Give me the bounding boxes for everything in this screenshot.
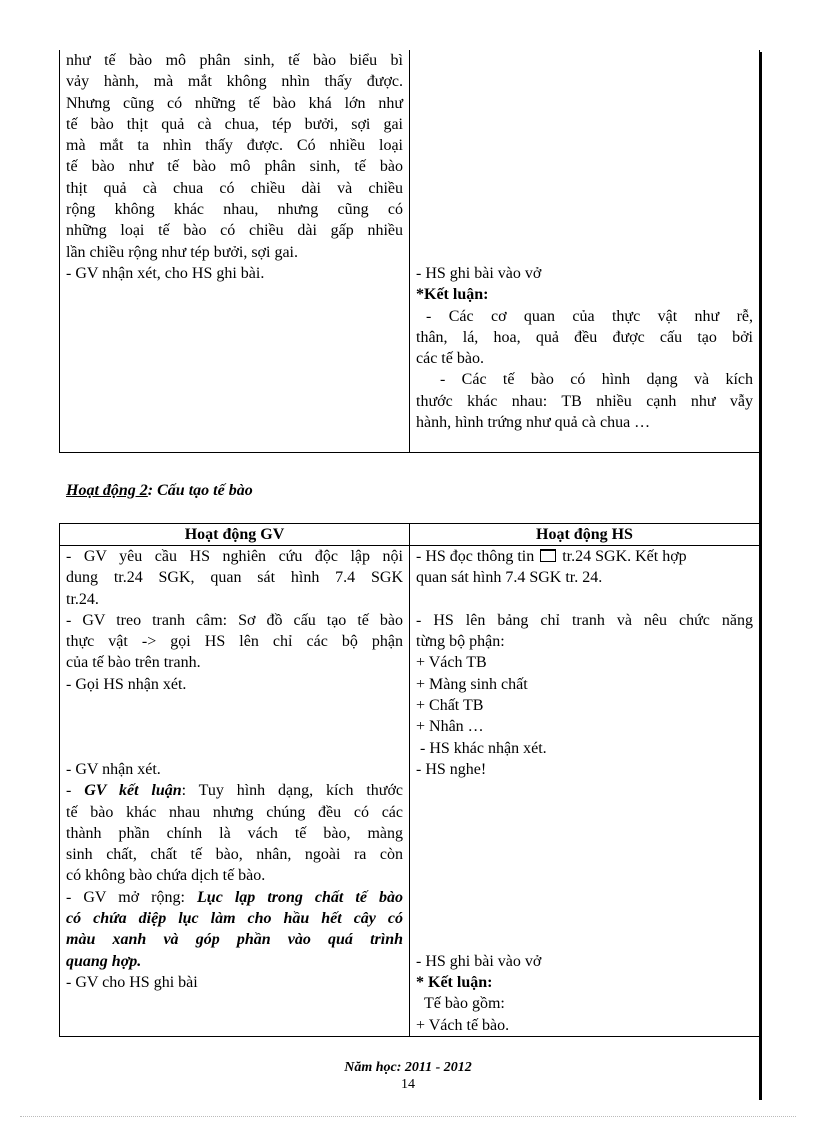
page-number: 14 xyxy=(401,1077,415,1092)
text-line: thành phần chính là vách tế bào, màng xyxy=(66,824,403,842)
text-line: Tế bào gồm: xyxy=(424,995,505,1013)
text-line: - GV cho HS ghi bài xyxy=(66,973,198,991)
table-row xyxy=(60,546,760,1037)
text-line: tr.24. xyxy=(66,590,99,608)
text-line: thân, lá, hoa, quả đều được cấu tạo bởi xyxy=(416,328,753,346)
text-line: - GV nhận xét. xyxy=(66,760,161,778)
text-line: sinh chất, chất tế bào, nhân, ngoài ra còn xyxy=(66,846,403,864)
text-line: - HS nghe! xyxy=(416,760,487,778)
activity-2-title: : Cấu tạo tế bào xyxy=(147,482,253,499)
table-header-row xyxy=(60,524,760,546)
school-year-footer: Năm học: 2011 - 2012 xyxy=(344,1060,472,1075)
text-line: của tế bào trên tranh. xyxy=(66,654,201,672)
text-line: thịt quả cà chua có chiều dài và chiều xyxy=(66,179,403,197)
text-line: - GV treo tranh câm: Sơ đồ cấu tạo tế bào xyxy=(66,611,403,629)
student-column-cell xyxy=(410,546,760,1037)
text-line: - Các cơ quan của thực vật như rễ, xyxy=(426,307,753,325)
text-line: tế bào thịt quả cà chua, tép bưởi, sợi gai xyxy=(66,115,403,133)
text-line: rộng không khác nhau, nhưng cũng có xyxy=(66,201,403,219)
teacher-conclusion-label: GV kết luận xyxy=(84,782,182,800)
text-line: như tế bào mô phân sinh, tế bào biểu bì xyxy=(66,52,403,69)
text-line: - GV yêu cầu HS nghiên cứu độc lập nội xyxy=(66,548,403,565)
student-column-cell xyxy=(410,50,760,453)
text-line: thực vật -> gọi HS lên chỉ các bộ phận xyxy=(66,633,403,651)
book-icon xyxy=(540,549,556,562)
activity-2-label: Hoạt động 2 xyxy=(66,482,148,499)
activity-1-table-continued xyxy=(59,50,760,453)
text-line: từng bộ phận: xyxy=(416,633,505,651)
list-item: + Màng sinh chất xyxy=(416,675,528,693)
text-line xyxy=(66,887,403,908)
list-item: + Vách TB xyxy=(416,654,487,672)
text-fragment: Lục lạp trong chất tế bào xyxy=(197,888,404,906)
text-line: có không bào chứa dịch tế bào. xyxy=(66,867,266,885)
text-line: Nhưng cũng có những tế bào khá lớn như xyxy=(66,94,403,112)
text-fragment: : Tuy hình dạng, kích thước xyxy=(181,782,404,800)
text-line: quang hợp. xyxy=(66,952,142,970)
table-row xyxy=(60,50,760,453)
text-line: mà mắt ta nhìn thấy được. Có nhiều loại xyxy=(66,137,403,155)
text-line: màu xanh và góp phần vào quá trình xyxy=(66,931,403,949)
text-fragment: - HS đọc thông tin xyxy=(416,548,535,565)
text-line: lần chiều rộng như tép bưởi, sợi gai. xyxy=(66,243,298,261)
activity-2-heading xyxy=(66,482,253,500)
text-line: có chứa diệp lục làm cho hầu hết cây có xyxy=(66,910,403,928)
header-teacher: Hoạt động GV xyxy=(60,524,410,546)
text-fragment: tr.24 SGK. Kết hợp xyxy=(562,548,687,565)
text-line: quan sát hình 7.4 SGK tr. 24. xyxy=(416,569,603,587)
text-line: tế bào như tế bào mô phân sinh, tế bào xyxy=(66,158,403,176)
header-student: Hoạt động HS xyxy=(410,524,760,546)
dash: - xyxy=(66,782,85,800)
list-item: + Nhân … xyxy=(416,718,484,736)
text-line: - Gọi HS nhận xét. xyxy=(66,675,187,693)
text-line: - GV nhận xét, cho HS ghi bài. xyxy=(66,264,265,282)
text-line: tế bào khác nhau nhưng chúng đều có các xyxy=(66,803,403,821)
text-line xyxy=(66,780,403,801)
text-line: - HS ghi bài vào vở xyxy=(416,264,542,282)
conclusion-label: * Kết luận: xyxy=(416,973,493,991)
text-line: - HS lên bảng chỉ tranh và nêu chức năng xyxy=(416,611,753,629)
text-line: những loại tế bào có chiều dài gấp nhiều xyxy=(66,222,403,240)
page-bottom-dotted-line xyxy=(20,1116,796,1117)
conclusion-label: *Kết luận: xyxy=(416,286,489,304)
text-fragment: - GV mở rộng: xyxy=(66,888,198,906)
list-item: + Vách tế bào. xyxy=(416,1016,510,1034)
text-line: dung tr.24 SGK, quan sát hình 7.4 SGK xyxy=(66,569,403,587)
text-line: - HS khác nhận xét. xyxy=(420,739,547,757)
text-line: - Các tế bào có hình dạng và kích xyxy=(440,371,753,389)
text-line: - HS ghi bài vào vở xyxy=(416,952,542,970)
text-line xyxy=(416,546,753,567)
activity-2-table xyxy=(59,523,760,1037)
teacher-column-cell xyxy=(60,50,410,453)
teacher-column-cell xyxy=(60,546,410,1037)
text-line: thước khác nhau: TB nhiều cạnh như vẫy xyxy=(416,392,753,410)
list-item: + Chất TB xyxy=(416,697,484,715)
text-line: các tế bào. xyxy=(416,350,484,368)
text-line: vảy hành, mà mắt không nhìn thấy được. xyxy=(66,73,403,91)
text-line: hành, hình trứng như quả cà chua … xyxy=(416,414,651,432)
